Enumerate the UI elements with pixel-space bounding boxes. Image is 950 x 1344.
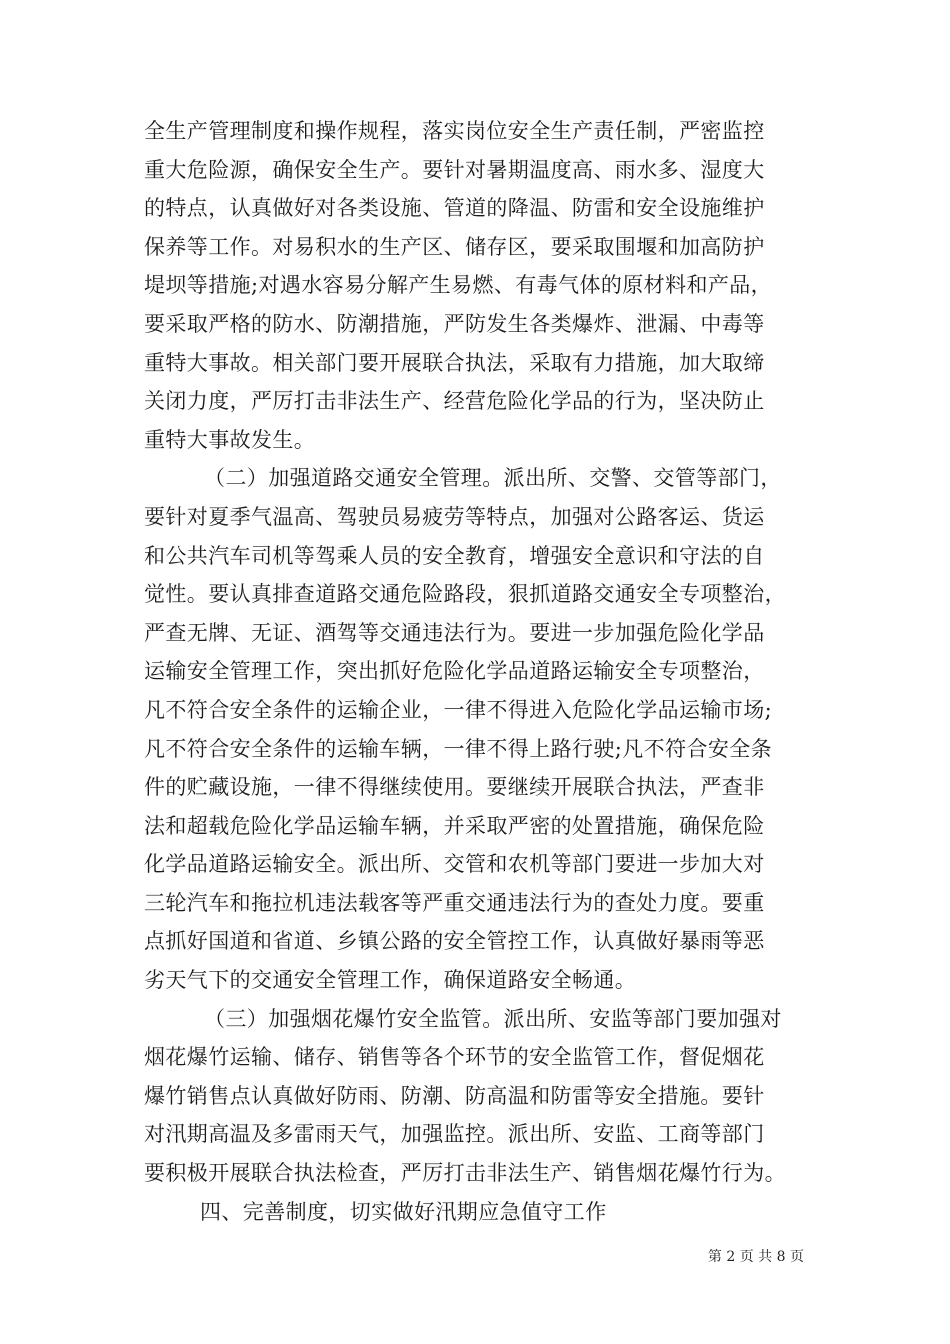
- text-line: 觉性。要认真排查道路交通危险路段，狠抓道路交通安全专项整治，: [144, 582, 786, 607]
- text-line: 件的贮藏设施，一律不得继续使用。要继续开展联合执法，严查非: [144, 775, 765, 800]
- text-line: 和公共汽车司机等驾乘人员的安全教育，增强安全意识和守法的自: [144, 543, 765, 568]
- text-line: 重特大事故发生。: [144, 427, 316, 452]
- text-line: 重大危险源，确保安全生产。要针对暑期温度高、雨水多、湿度大: [144, 157, 765, 182]
- text-line: 关闭力度，严厉打击非法生产、经营危险化学品的行为，坚决防止: [144, 389, 765, 414]
- text-line: 要积极开展联合执法检查，严厉打击非法生产、销售烟花爆竹行为。: [144, 1161, 786, 1186]
- text-line: 堤坝等措施;对遇水容易分解产生易燃、有毒气体的原材料和产品，: [144, 273, 773, 298]
- text-line: 严查无牌、无证、酒驾等交通违法行为。要进一步加强危险化学品: [144, 620, 765, 645]
- text-line: 要采取严格的防水、防潮措施，严防发生各类爆炸、泄漏、中毒等: [144, 311, 765, 336]
- paragraph-2: [144, 459, 809, 999]
- text-line: 运输安全管理工作，突出抓好危险化学品道路运输安全专项整治，: [144, 659, 765, 684]
- text-line: 化学品道路运输安全。派出所、交管和农机等部门要进一步加大对: [144, 852, 765, 877]
- text-line: 要针对夏季气温高、驾驶员易疲劳等特点，加强对公路客运、货运: [144, 504, 765, 529]
- paragraph-3: [144, 1000, 809, 1193]
- text-line: 全生产管理制度和操作规程，落实岗位安全生产责任制，严密监控: [144, 119, 765, 143]
- text-line: 三轮汽车和拖拉机违法载客等严重交通违法行为的查处力度。要重: [144, 890, 765, 915]
- text-line: （二）加强道路交通安全管理。派出所、交警、交管等部门，: [204, 466, 782, 491]
- text-line: 爆竹销售点认真做好防雨、防潮、防高温和防雷等安全措施。要针: [144, 1083, 765, 1108]
- body-text: [144, 112, 809, 1231]
- text-line: 对汛期高温及多雷雨天气，加强监控。派出所、安监、工商等部门: [144, 1122, 765, 1147]
- text-line: 重特大事故。相关部门要开展联合执法，采取有力措施，加大取缔: [144, 350, 765, 375]
- text-line: 点抓好国道和省道、乡镇公路的安全管控工作，认真做好暴雨等恶: [144, 929, 765, 954]
- text-line: 凡不符合安全条件的运输企业，一律不得进入危险化学品运输市场;: [144, 697, 773, 722]
- text-line: （三）加强烟花爆竹安全监管。派出所、安监等部门要加强对: [204, 1006, 782, 1031]
- text-line: 法和超载危险化学品运输车辆，并采取严密的处置措施，确保危险: [144, 813, 765, 838]
- text-line: 凡不符合安全条件的运输车辆，一律不得上路行驶;凡不符合安全条: [144, 736, 773, 761]
- text-line: 劣天气下的交通安全管理工作，确保道路安全畅通。: [144, 968, 637, 993]
- paragraph-1: [144, 112, 809, 459]
- section-heading: 四、完善制度，切实做好汛期应急值守工作: [200, 1199, 607, 1224]
- text-line: 烟花爆竹运输、储存、销售等各个环节的安全监管工作，督促烟花: [144, 1045, 765, 1070]
- page-number: 第 2 页 共 8 页: [707, 1249, 804, 1265]
- text-line: 保养等工作。对易积水的生产区、储存区，要采取围堰和加高防护: [144, 234, 765, 259]
- text-line: 的特点，认真做好对各类设施、管道的降温、防雷和安全设施维护: [144, 196, 765, 221]
